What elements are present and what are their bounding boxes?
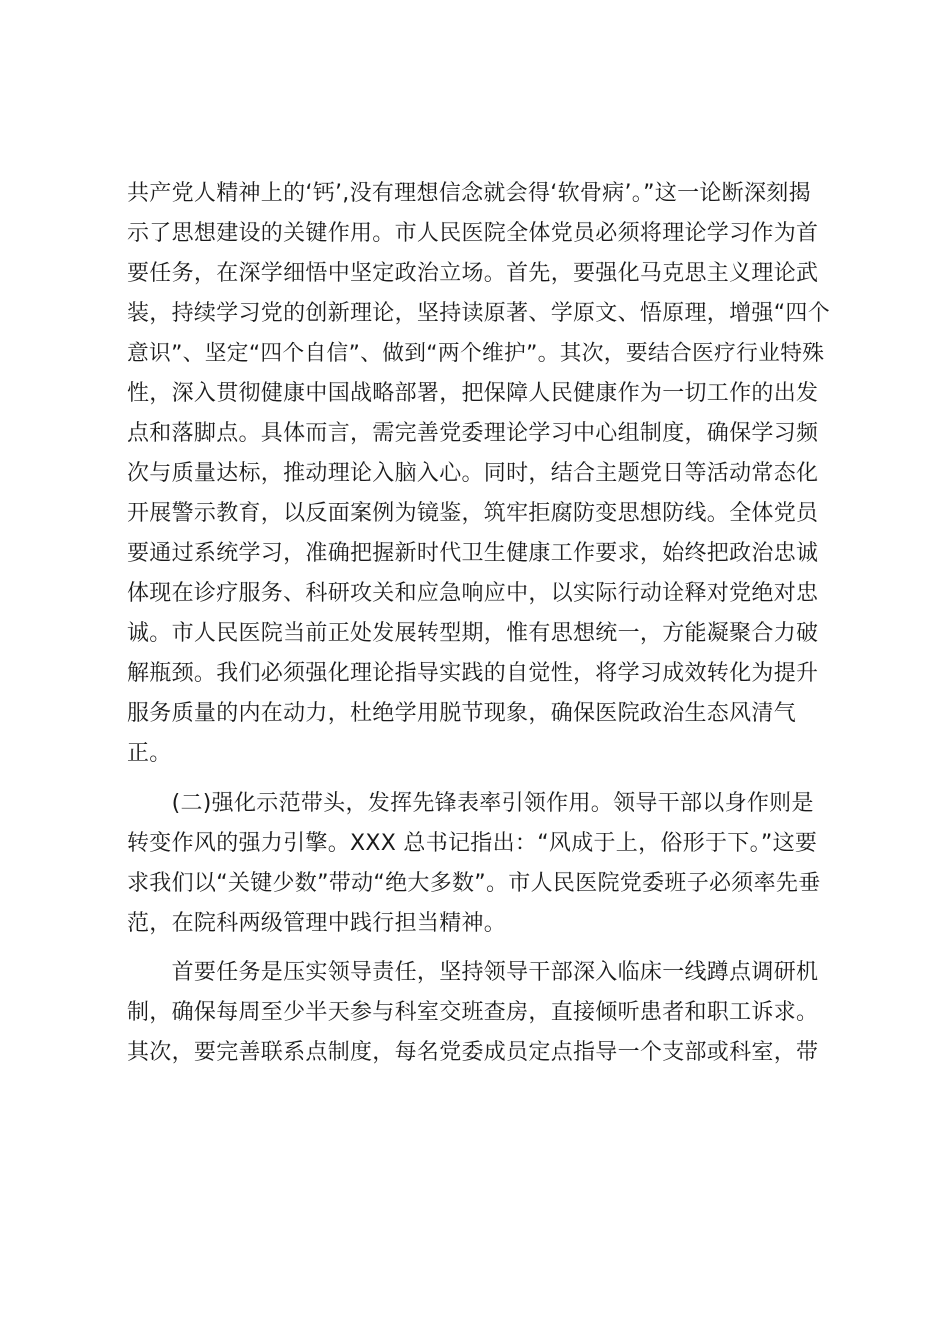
text-line: 次与质量达标，推动理论入脑入心。同时，结合主题党日等活动常态化 (127, 461, 819, 486)
paragraph-ideology (127, 174, 830, 774)
text-line: 要通过系统学习，准确把握新时代卫生健康工作要求，始终把政治忠诚 (127, 541, 819, 566)
text-line: 范，在院科两级管理中践行担当精神。 (127, 910, 507, 936)
text-line: 求我们以“关键少数”带动“绝大多数”。市人民医院党委班子必须率先垂 (127, 870, 821, 896)
text-line: 要任务，在深学细悟中坚定政治立场。首先，要强化马克思主义理论武 (127, 261, 819, 286)
text-line: 性，深入贯彻健康中国战略部署，把保障人民健康作为一切工作的出发 (127, 381, 819, 406)
text-line: 转变作风的强力引擎。XXX 总书记指出：“风成于上，俗形于下。”这要 (127, 830, 818, 856)
text-line: 示了思想建设的关键作用。市人民医院全体党员必须将理论学习作为首 (127, 221, 819, 246)
text-line: (二)强化示范带头，发挥先锋表率引领作用。领导干部以身作则是 (127, 790, 814, 816)
text-line: 装，持续学习党的创新理论，坚持读原著、学原文、悟原理，增强“四个 (127, 301, 830, 326)
text-line: 体现在诊疗服务、科研攻关和应急响应中，以实际行动诠释对党绝对忠 (127, 581, 819, 606)
paragraph-leadership-example (127, 784, 827, 944)
text-line: 首要任务是压实领导责任，坚持领导干部深入临床一线蹲点调研机 (127, 960, 819, 986)
text-line: 服务质量的内在动力，杜绝学用脱节现象，确保医院政治生态风清气 (127, 701, 797, 726)
text-line: 制，确保每周至少半天参与科室交班查房，直接倾听患者和职工诉求。 (127, 1000, 819, 1026)
paragraph-responsibility (127, 953, 827, 1073)
text-line: 点和落脚点。具体而言，需完善党委理论学习中心组制度，确保学习频 (127, 421, 819, 446)
text-line: 其次，要完善联系点制度，每名党委成员定点指导一个支部或科室，带 (127, 1040, 819, 1066)
text-line: 正。 (127, 741, 172, 766)
paragraph-spacer (127, 944, 827, 954)
text-line: 共产党人精神上的‘钙’,没有理想信念就会得‘软骨病’。”这一论断深刻揭 (127, 181, 811, 206)
text-line: 解瓶颈。我们必须强化理论指导实践的自觉性，将学习成效转化为提升 (127, 661, 819, 686)
document-body (127, 174, 830, 1073)
text-line: 开展警示教育，以反面案例为镜鉴，筑牢拒腐防变思想防线。全体党员 (127, 501, 819, 526)
paragraph-spacer (127, 774, 827, 784)
text-line: 意识”、坚定“四个自信”、做到“两个维护”。其次，要结合医疗行业特殊 (127, 341, 825, 366)
text-line: 诚。市人民医院当前正处发展转型期，惟有思想统一，方能凝聚合力破 (127, 621, 819, 646)
